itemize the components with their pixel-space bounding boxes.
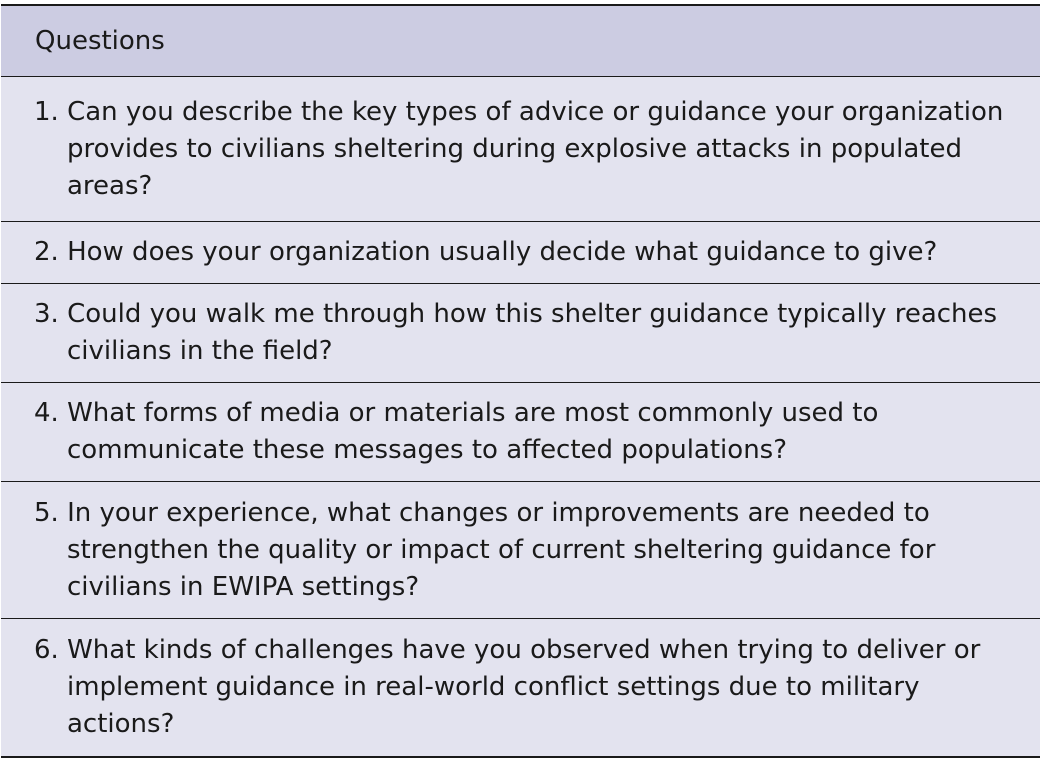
- question-text: 3. Could you walk me through how this shelter guidance typically reaches civilians in the field?: [34, 299, 998, 366]
- table-header: [1, 6, 1040, 77]
- table-row: [1, 222, 1040, 284]
- table-row: [1, 619, 1040, 756]
- question-text: 2. How does your organization usually decide what guidance to give?: [34, 237, 938, 267]
- question-text: 1. Can you describe the key types of advice or guidance your organization provides to civilians sheltering during explosive attacks in populated areas?: [34, 96, 1004, 201]
- questions-table: [1, 4, 1040, 758]
- table-row: [1, 284, 1040, 383]
- question-text: 6. What kinds of challenges have you observed when trying to deliver or implement guidance in real-world conflict settings due to military actions?: [34, 635, 981, 739]
- question-text: 4. What forms of media or materials are most commonly used to communicate these messages to affected populations?: [34, 398, 879, 465]
- table-row: [1, 77, 1040, 222]
- table-row: [1, 383, 1040, 482]
- question-text: 5. In your experience, what changes or improvements are needed to strengthen the quality or impact of current sheltering guidance for civilians in EWIPA settings?: [34, 497, 936, 602]
- table-row: [1, 482, 1040, 619]
- header-label: Questions: [35, 26, 165, 56]
